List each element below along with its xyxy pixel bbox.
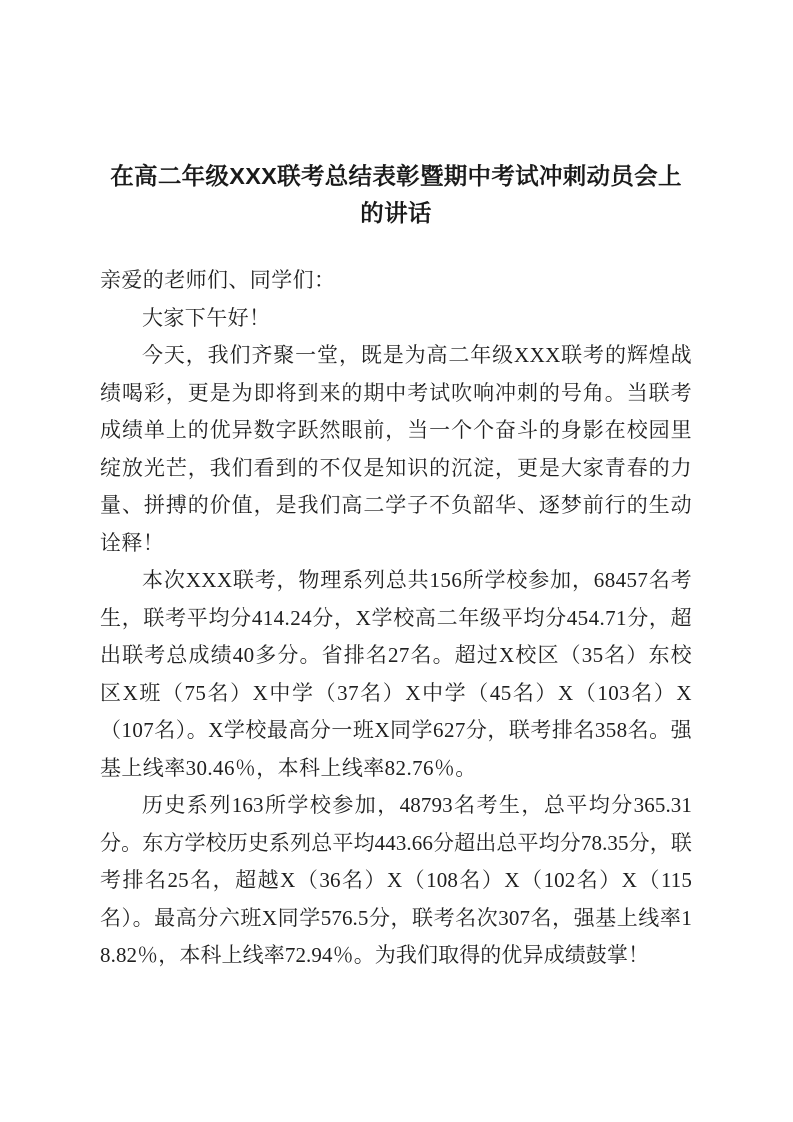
paragraph-greeting: 大家下午好！: [142, 305, 271, 330]
document-content: [100, 158, 692, 975]
page-title: 在高二年级XXX联考总结表彰暨期中考试冲刺动员会上的讲话: [110, 163, 682, 226]
paragraph-opening: 今天，我们齐聚一堂，既是为高二年级XXX联考的辉煌战绩喝彩，更是为即将到来的期中考试吹响冲刺的号角。当联考成绩单上的优异数字跃然眼前，当一个个奋斗的身影在校园里绽放光芒，我们看到的不仅是知识的沉淀，更是大家青春的力量、拼搏的价值，是我们高二学子不负韶华、逐梦前行的生动诠释！: [100, 343, 692, 555]
paragraph-physics-results: 本次XXX联考，物理系列总共156所学校参加，68457名考生，联考平均分414.24分，X学校高二年级平均分454.71分，超出联考总成绩40多分。省排名27名。超过X校区（35名）东校区X班（75名）X中学（37名）X中学（45名）X（103名）X（107名）。X学校最高分一班X同学627分，联考排名358名。强基上线率30.46％，本科上线率82.76％。: [100, 568, 692, 780]
salutation-line: 亲爱的老师们、同学们：: [100, 268, 336, 292]
paragraph-history-results: 历史系列163所学校参加，48793名考生，总平均分365.31分。东方学校历史系列总平均443.66分超出总平均分78.35分，联考排名25名，超越X（36名）X（108名）X（102名）X（115名）。最高分六班X同学576.5分，联考名次307名，强基上线率18.82％，本科上线率72.94％。为我们取得的优异成绩鼓掌！: [100, 793, 692, 967]
